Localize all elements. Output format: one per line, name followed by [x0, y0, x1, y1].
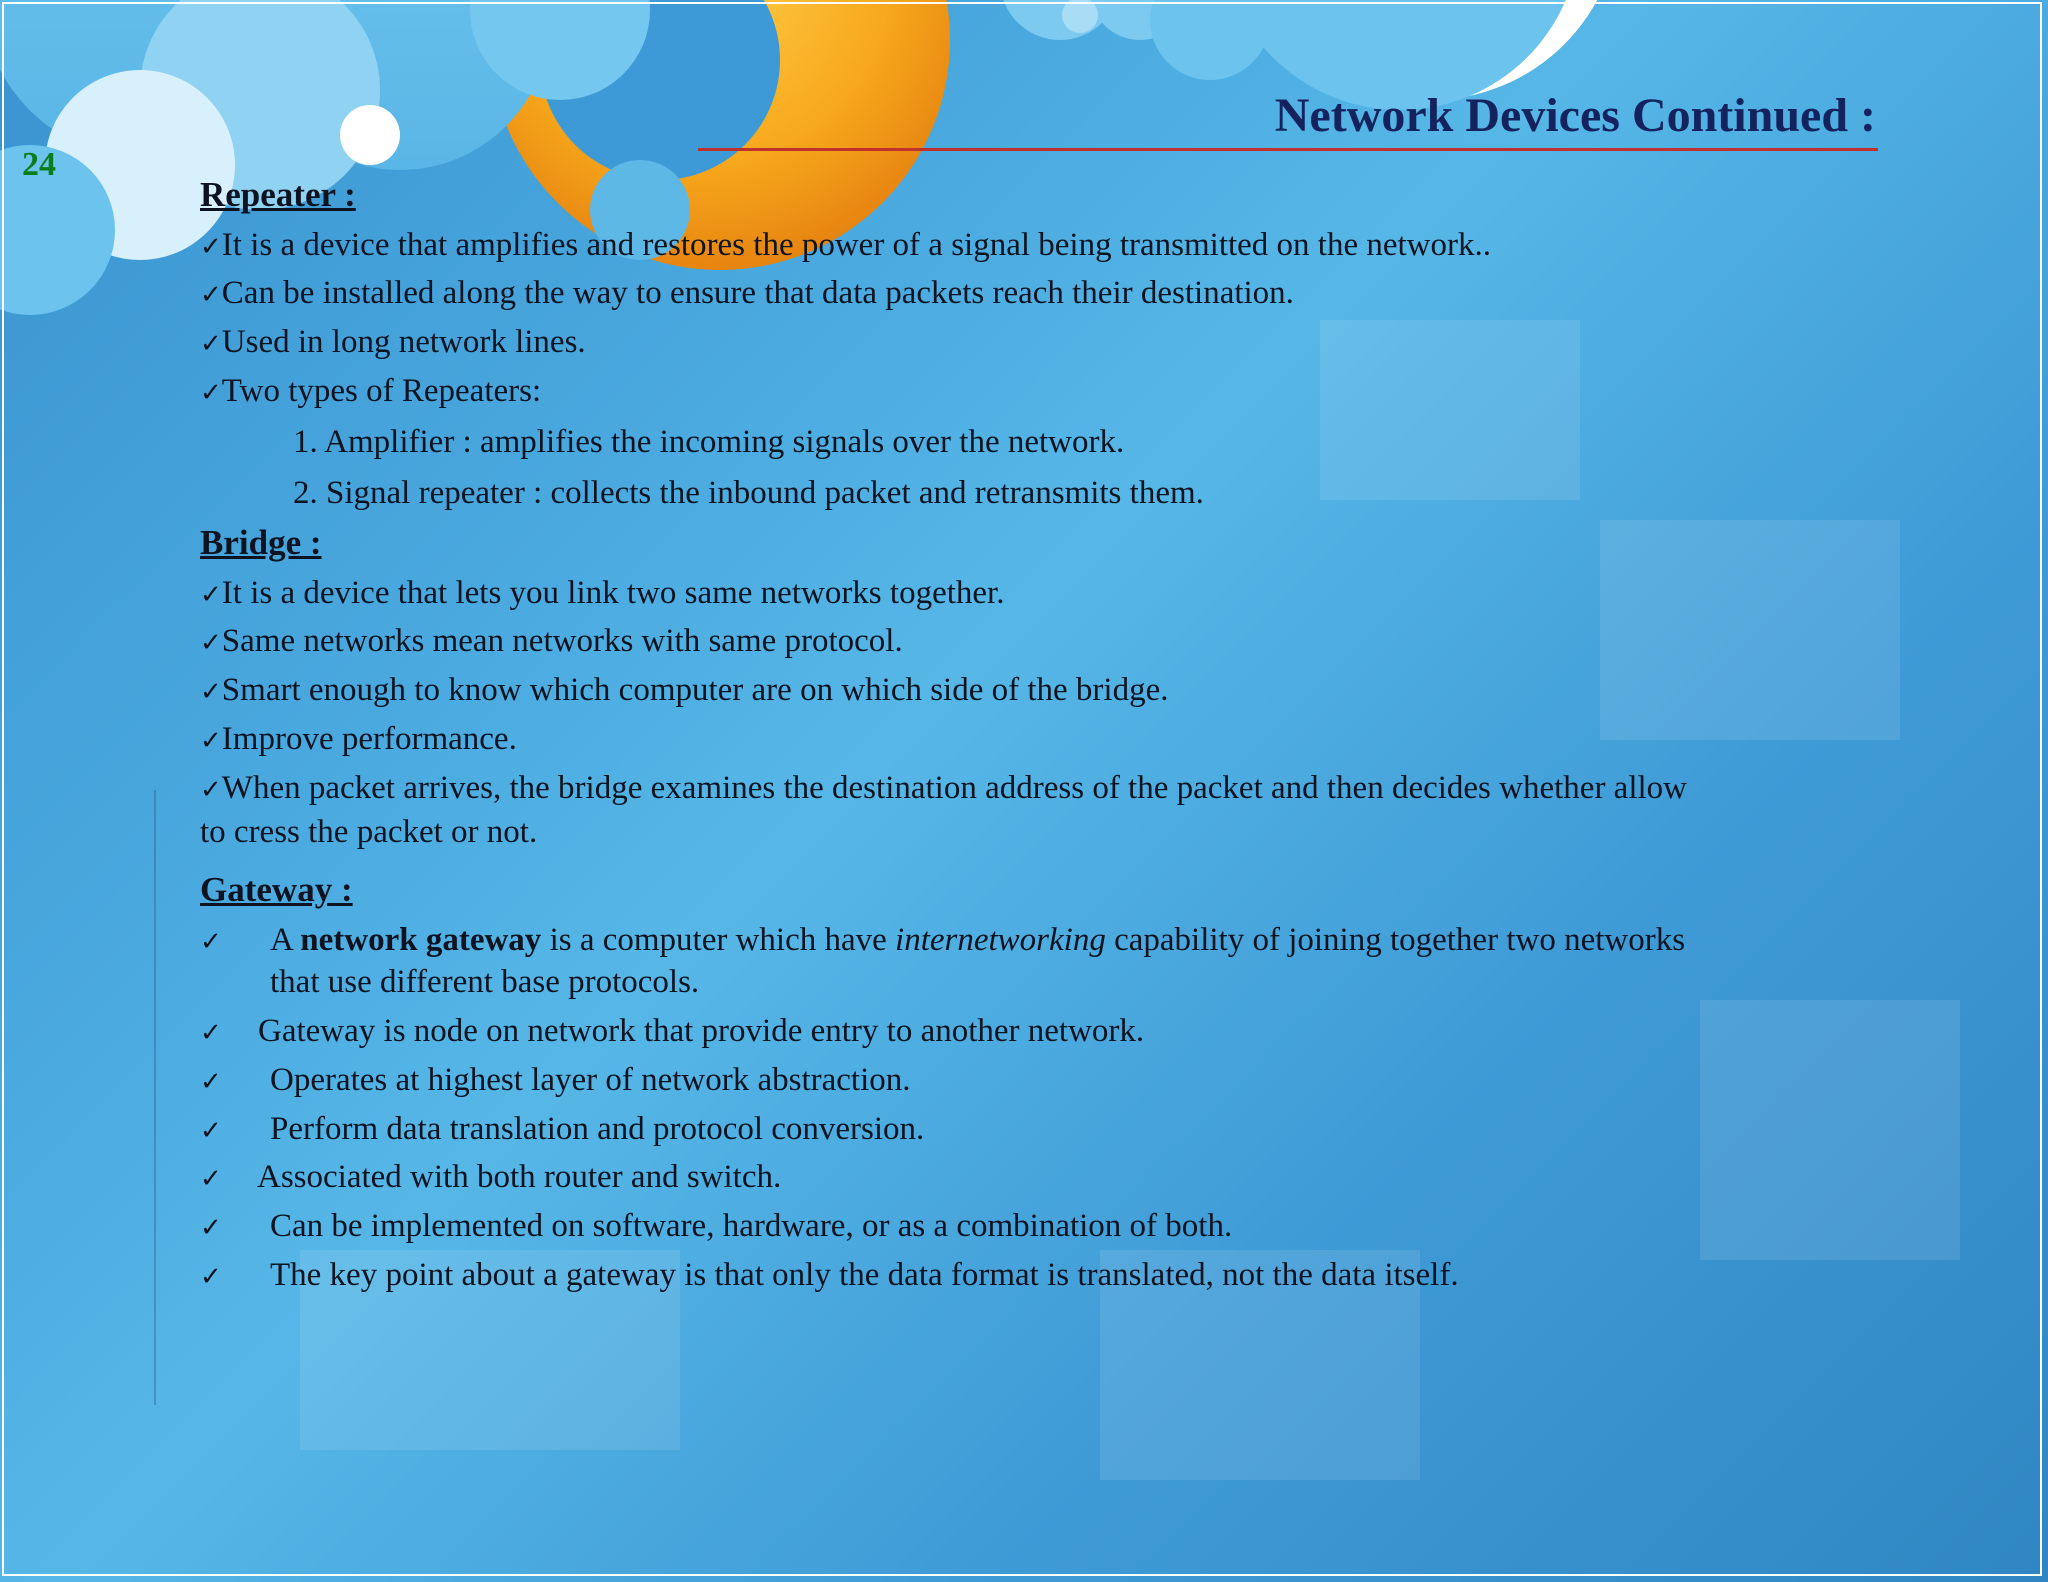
checkmark-icon: ✓ [200, 1164, 222, 1194]
bullet-text: Same networks mean networks with same protocol. [221, 623, 903, 659]
bridge-bullet [200, 574, 1004, 614]
checkmark-icon: ✓ [200, 628, 222, 658]
gateway-bullet [200, 921, 222, 961]
bullet-text: It is a device that amplifies and restores the power of a signal being transmitted on the network.. [221, 227, 1492, 263]
slide-title: Network Devices Continued : [1274, 89, 1876, 142]
checkmark-icon: ✓ [200, 580, 222, 610]
gateway-bullet [200, 1207, 222, 1247]
checkmark-icon: ✓ [200, 1067, 222, 1097]
bullet-text: Perform data translation and protocol conversion. [270, 1111, 925, 1147]
repeater-bullet [200, 226, 1491, 266]
title-underline [698, 148, 1878, 151]
checkmark-icon: ✓ [200, 677, 222, 707]
gateway-bullet [200, 1061, 222, 1101]
checkmark-icon: ✓ [200, 1116, 222, 1146]
repeater-bullet [200, 274, 1294, 314]
italic-term: internetworking [895, 922, 1106, 958]
gateway-bullet [200, 1110, 222, 1150]
bridge-bullet-continuation: to cress the packet or not. [200, 814, 538, 850]
checkmark-icon: ✓ [200, 775, 222, 805]
bridge-bullet [200, 769, 1687, 809]
bullet-text: Used in long network lines. [221, 324, 586, 360]
checkmark-icon: ✓ [200, 726, 222, 756]
page-number: 24 [22, 146, 56, 183]
bullet-text: It is a device that lets you link two same networks together. [221, 575, 1005, 611]
bullet-text: Smart enough to know which computer are on which side of the bridge. [221, 672, 1169, 708]
bridge-bullet [200, 622, 903, 662]
bold-term: network gateway [300, 922, 542, 958]
gateway-bullet [200, 1012, 222, 1052]
gateway-bullet [200, 1158, 222, 1198]
left-guide-line [154, 790, 156, 1405]
bullet-text: Can be installed along the way to ensure that data packets reach their destination. [221, 275, 1294, 311]
checkmark-icon: ✓ [200, 280, 222, 310]
bullet-text: Improve performance. [221, 721, 517, 757]
bridge-heading: Bridge : [200, 523, 322, 562]
bullet-text: Two types of Repeaters: [221, 373, 542, 409]
bullet-text: When packet arrives, the bridge examines the destination address of the packet and then decides whether allow [221, 770, 1687, 806]
bullet-text: Gateway is node on network that provide entry to another network. [258, 1013, 1145, 1049]
checkmark-icon: ✓ [200, 232, 222, 262]
gateway-bullet-text: A network gateway is a computer which have internetworking capability of joining together two networks [270, 922, 1686, 958]
checkmark-icon: ✓ [200, 927, 222, 957]
repeater-type-item: 1. Amplifier : amplifies the incoming signals over the network. [293, 424, 1125, 460]
bridge-bullet [200, 720, 517, 760]
repeater-bullet [200, 323, 586, 363]
checkmark-icon: ✓ [200, 378, 222, 408]
repeater-bullet [200, 372, 541, 412]
bullet-text: Can be implemented on software, hardware, or as a combination of both. [270, 1208, 1233, 1244]
repeater-type-item: 2. Signal repeater : collects the inbound packet and retransmits them. [293, 475, 1204, 511]
checkmark-icon: ✓ [200, 1018, 222, 1048]
gateway-heading: Gateway : [200, 870, 353, 909]
gateway-bullet-continuation: that use different base protocols. [270, 964, 700, 1000]
bullet-text: Operates at highest layer of network abstraction. [270, 1062, 911, 1098]
checkmark-icon: ✓ [200, 1213, 222, 1243]
checkmark-icon: ✓ [200, 1262, 222, 1292]
checkmark-icon: ✓ [200, 329, 222, 359]
bullet-text: The key point about a gateway is that only the data format is translated, not the data itself. [270, 1257, 1459, 1293]
gateway-bullet [200, 1256, 222, 1296]
repeater-heading: Repeater : [200, 175, 356, 214]
bullet-text: Associated with both router and switch. [257, 1159, 782, 1195]
bridge-bullet [200, 671, 1168, 711]
